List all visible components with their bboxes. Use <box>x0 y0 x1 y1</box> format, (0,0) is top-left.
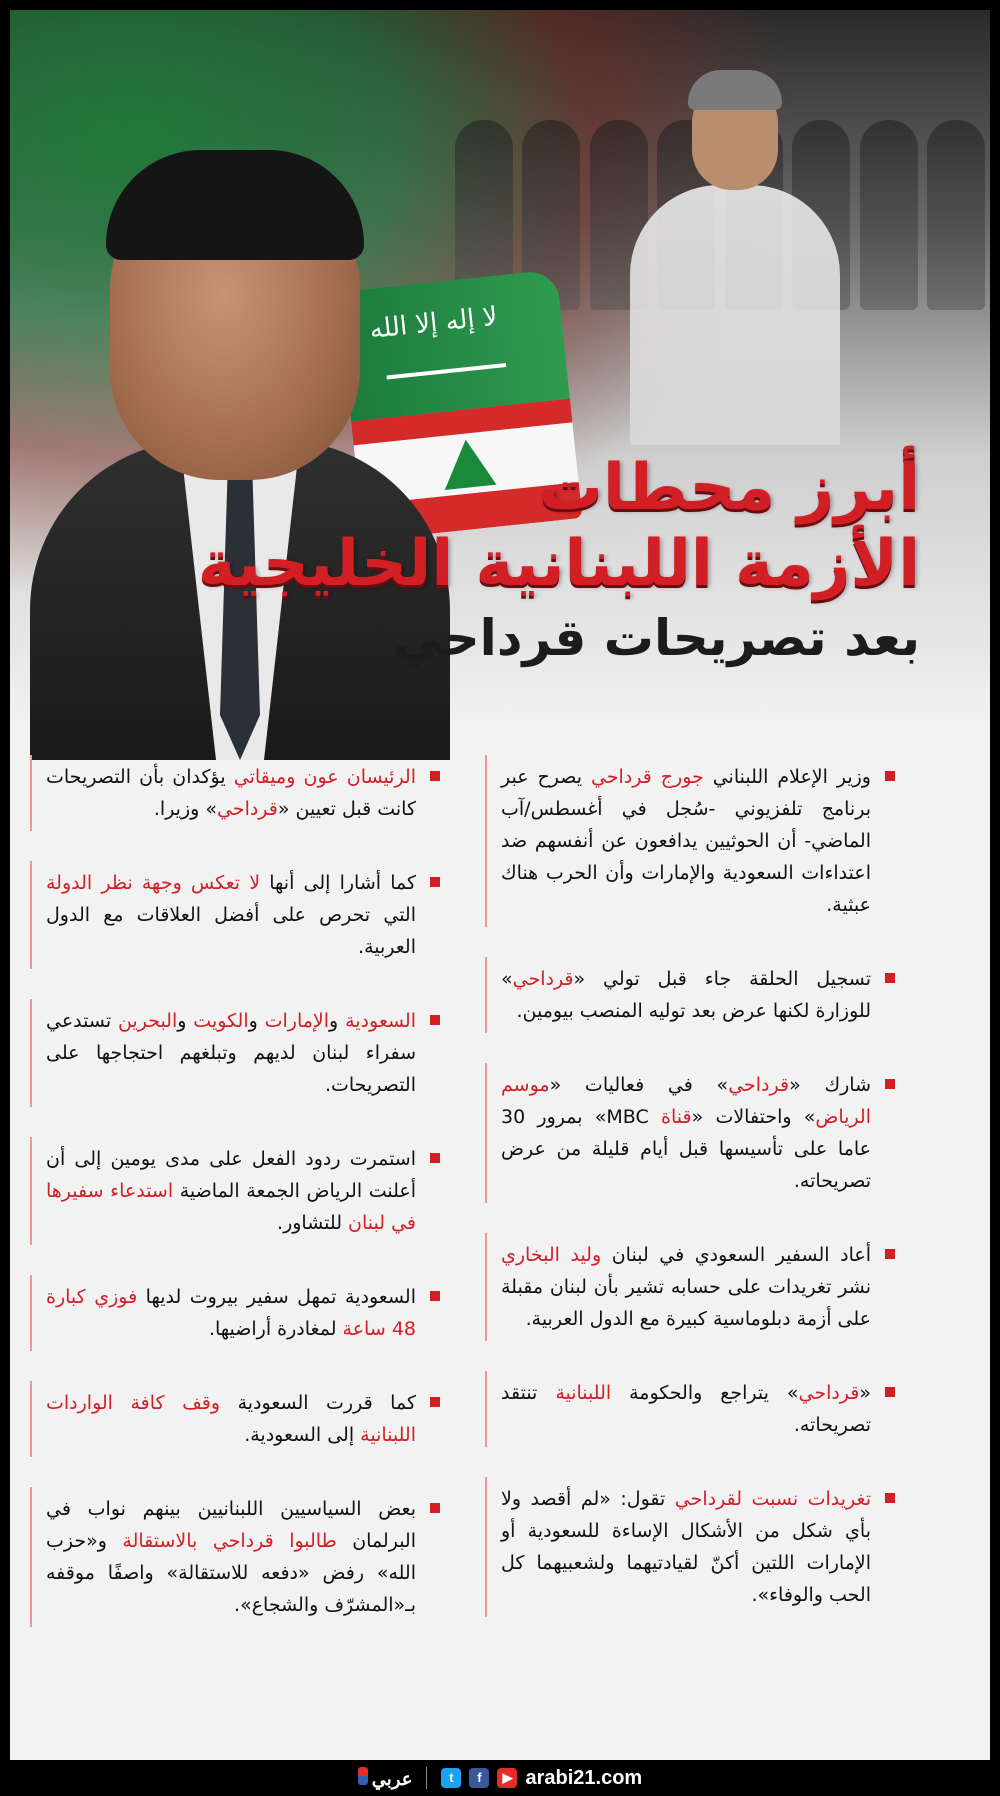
highlight-text: طالبوا قرداحي بالاستقالة <box>122 1530 337 1552</box>
bullet-item <box>30 1275 440 1351</box>
highlight-text: الإمارات <box>264 1010 330 1032</box>
bullet-square-icon <box>430 771 440 781</box>
body-text: » للوزارة لكنها عرض بعد توليه المنصب بيومين. <box>501 968 871 1022</box>
bullet-square-icon <box>885 1387 895 1397</box>
infographic-page <box>10 10 990 1760</box>
bullet-square-icon <box>430 1291 440 1301</box>
body-text: كما أشارا إلى أنها <box>260 872 417 894</box>
bullet-square-icon <box>885 1493 895 1503</box>
body-text: و <box>248 1010 265 1032</box>
logo-mark-icon <box>358 1767 368 1785</box>
divider <box>426 1767 427 1789</box>
highlight-text: قرداحي <box>216 798 278 820</box>
bullet-square-icon <box>885 1079 895 1089</box>
highlight-text: الكويت <box>193 1010 249 1032</box>
highlight-text: السعودية <box>345 1010 416 1032</box>
highlight-text: قرداحي <box>728 1074 790 1096</box>
body-text: تسجيل الحلقة جاء قبل تولي « <box>573 968 871 990</box>
body-text: يصرح عبر برنامج تلفزيوني -سُجل في أغسطس/آب الماضي- أن الحوثيين يدافعون عن أنفسهم ضد اعتداءات السعودية والإمارات وأن الحرب هناك عبثية. <box>501 766 871 916</box>
body-text: التي تحرص على أفضل العلاقات مع الدول العربية. <box>46 904 416 958</box>
bullet-item <box>30 861 440 969</box>
bullet-item <box>30 1487 440 1627</box>
body-text: لمغادرة أراضيها. <box>208 1318 343 1340</box>
body-text: استمرت ردود الفعل على مدى يومين إلى أن أعلنت الرياض الجمعة الماضية <box>46 1148 416 1202</box>
bullet-square-icon <box>430 877 440 887</box>
body-text: تستدعي سفراء لبنان لديهم وتبلغهم احتجاجها على التصريحات. <box>46 1010 416 1096</box>
flag-script: لا إله إلا الله <box>368 301 499 345</box>
highlight-text: وليد البخاري <box>501 1244 602 1266</box>
bullet-square-icon <box>430 1503 440 1513</box>
body-text: » وزيرا. <box>153 798 217 820</box>
body-text: » يتراجع والحكومة <box>611 1382 799 1404</box>
site-link[interactable]: arabi21.com <box>525 1766 643 1789</box>
highlight-text: تغريدات نسبت لقرداحي <box>674 1488 871 1510</box>
presenter-figure <box>630 70 840 440</box>
body-text: إلى السعودية. <box>244 1424 361 1446</box>
title-line-1: أبرز محطات <box>538 451 920 525</box>
highlight-text: قناة <box>661 1106 692 1128</box>
highlight-text: موسم الرياض <box>501 1074 871 1128</box>
body-text: » واحتفالات « <box>691 1106 816 1128</box>
bullet-item <box>30 999 440 1107</box>
highlight-text: الرئيسان عون وميقاتي <box>233 766 417 788</box>
highlight-text: البحرين <box>117 1010 178 1032</box>
highlight-text: فوزي كبارة 48 ساعة <box>46 1286 416 1340</box>
bullet-item <box>485 1371 895 1447</box>
body-text: نشر تغريدات على حسابه تشير بأن لبنان مقبلة على أزمة دبلوماسية كبيرة مع الدول العربية. <box>501 1276 871 1330</box>
youtube-icon[interactable]: ▶ <box>497 1768 517 1788</box>
bullet-square-icon <box>885 771 895 781</box>
body-text: » في فعاليات « <box>549 1074 729 1096</box>
body-text: و <box>177 1010 194 1032</box>
body-text: شارك « <box>789 1074 871 1096</box>
highlight-text: قرداحي <box>512 968 574 990</box>
body-text: MBC» بمرور 30 عاما على تأسيسها قبل أيام قليلة من عرض تصريحاته. <box>501 1106 871 1192</box>
hero-image <box>10 10 990 730</box>
bullet-item <box>485 1477 895 1617</box>
body-text: تقول: «لم أقصد ولا بأي شكل من الأشكال الإساءة للسعودية أو الإمارات اللتين أكنّ لقيادتيهما ولشعبيهما كل الحب والوفاء». <box>501 1488 871 1606</box>
body-text: كما قررت السعودية <box>220 1392 416 1414</box>
bullet-item <box>30 1137 440 1245</box>
body-text: السعودية تمهل سفير بيروت لديها <box>137 1286 416 1308</box>
highlight-text: جورج قرداحي <box>590 766 704 788</box>
bullet-item <box>485 755 895 927</box>
body-text: بعض السياسيين اللبنانيين بينهم نواب في البرلمان <box>46 1498 416 1552</box>
footer <box>0 1760 1000 1796</box>
left-column <box>30 755 440 1657</box>
bullet-square-icon <box>430 1153 440 1163</box>
bullet-item <box>485 957 895 1033</box>
footer-logo[interactable]: عربي <box>358 1767 413 1790</box>
body-text: للتشاور. <box>277 1212 349 1234</box>
bullet-item <box>485 1233 895 1341</box>
body-text: و <box>329 1010 346 1032</box>
bullet-square-icon <box>430 1015 440 1025</box>
highlight-text: لا تعكس وجهة نظر الدولة <box>46 872 261 894</box>
facebook-icon[interactable]: f <box>469 1768 489 1788</box>
highlight-text: وقف كافة الواردات اللبنانية <box>46 1392 416 1446</box>
highlight-text: قرداحي <box>798 1382 860 1404</box>
title-line-2: الأزمة اللبنانية الخليجية <box>197 527 920 601</box>
bullet-item <box>485 1063 895 1203</box>
bullet-square-icon <box>885 1249 895 1259</box>
subtitle: بعد تصريحات قرداحي <box>393 609 920 667</box>
highlight-text: اللبنانية <box>555 1382 612 1404</box>
bullet-item <box>30 1381 440 1457</box>
bullet-square-icon <box>885 973 895 983</box>
bullet-square-icon <box>430 1397 440 1407</box>
highlight-text: استدعاء سفيرها في لبنان <box>46 1180 416 1234</box>
title-block <box>198 450 920 670</box>
body-text: « <box>859 1382 871 1404</box>
right-column <box>485 755 895 1647</box>
body-text: وزير الإعلام اللبناني <box>703 766 871 788</box>
twitter-icon[interactable]: t <box>441 1768 461 1788</box>
body-text: و«حزب الله» رفض «دفعه للاستقالة» واصفًا موقفه بـ«المشرّف والشجاع». <box>46 1530 416 1616</box>
bullet-item <box>30 755 440 831</box>
body-text: يؤكدان بأن التصريحات كانت قبل تعيين « <box>46 766 416 820</box>
body-text: تنتقد تصريحاته. <box>501 1382 871 1436</box>
body-text: أعاد السفير السعودي في لبنان <box>601 1244 871 1266</box>
